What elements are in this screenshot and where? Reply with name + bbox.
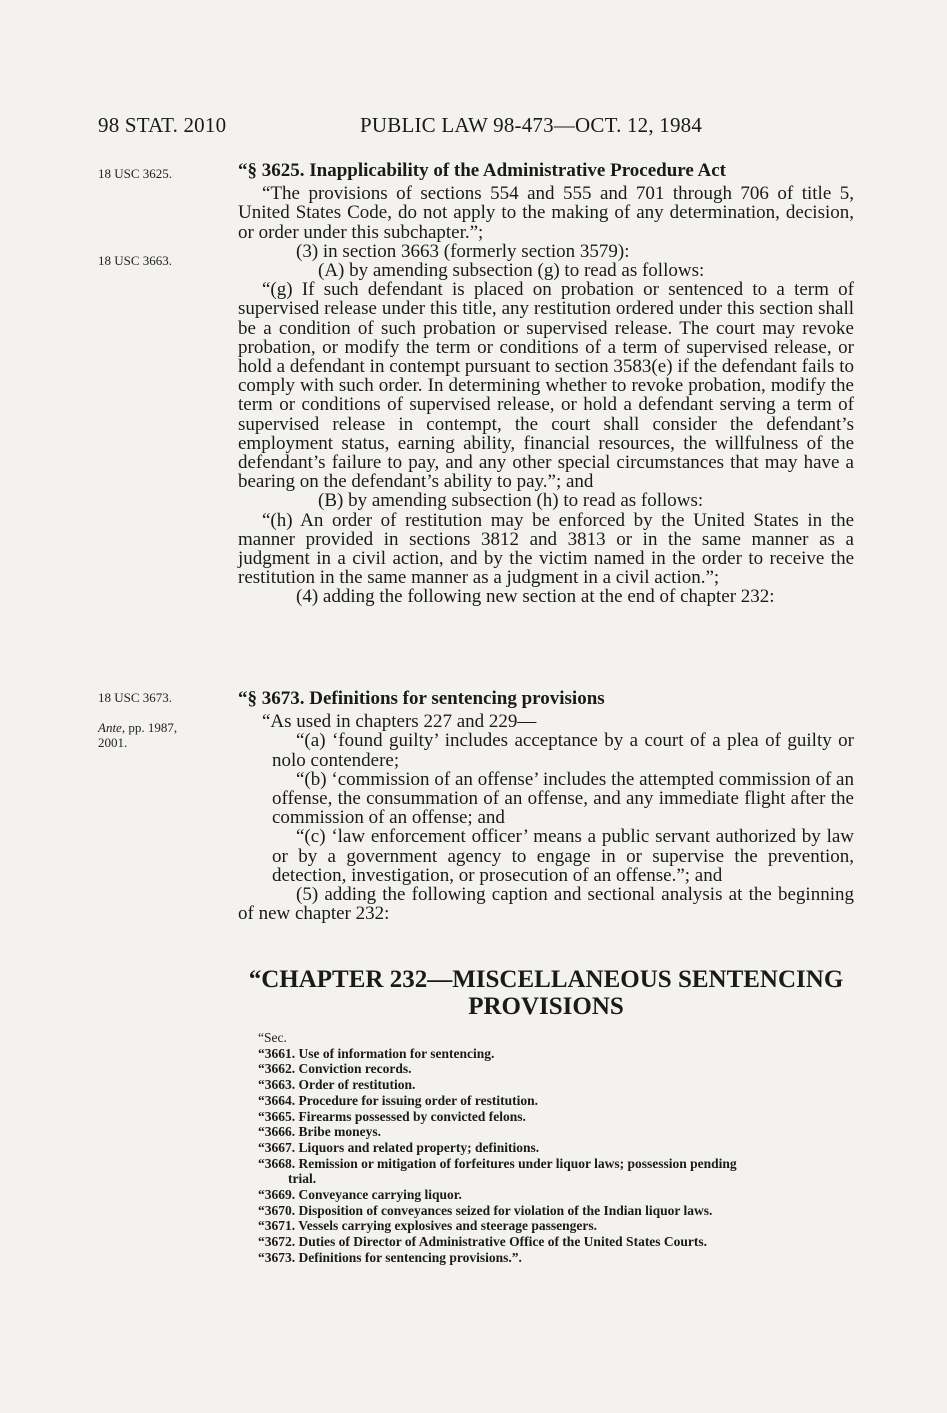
margin-note-18usc3625: 18 USC 3625.: [98, 166, 173, 181]
section-3673-intro: “As used in chapters 227 and 229—: [262, 711, 537, 733]
analysis-entry: “3666. Bribe moneys.: [258, 1124, 381, 1140]
analysis-entry: “3671. Vessels carrying explosives and steerage passengers.: [258, 1218, 597, 1234]
item-3-intro: (3) in section 3663 (formerly section 3579):: [296, 240, 630, 262]
definition-a: “(a) ‘found guilty’ includes acceptance by a court of a plea of guilty or nolo contendere;: [272, 730, 854, 771]
analysis-entry: “3663. Order of restitution.: [258, 1077, 416, 1093]
analysis-entry: “3664. Procedure for issuing order of restitution.: [258, 1092, 538, 1108]
margin-note-ante-italic: Ante,: [98, 720, 126, 735]
definition-b: “(b) ‘commission of an offense’ includes the attempted commission of an offense, the consummation of an offense, and any immediate flight after the commission of an offense; and: [272, 768, 854, 829]
analysis-entry: “3665. Firearms possessed by convicted felons.: [258, 1108, 526, 1124]
margin-note-ante-pages: pp. 1987,: [125, 720, 178, 735]
chapter-title-line1: “CHAPTER 232—MISCELLANEOUS SENTENCING: [248, 966, 844, 993]
analysis-entry: “3668. Remission or mitigation of forfeitures under liquor laws; possession pending: [258, 1155, 737, 1171]
analysis-entry: “3669. Conveyance carrying liquor.: [258, 1187, 462, 1203]
item-4-intro: (4) adding the following new section at the end of chapter 232:: [296, 586, 775, 608]
main-text: [238, 161, 854, 607]
margin-note-18usc3663: 18 USC 3663.: [98, 253, 173, 268]
analysis-entry: “3661. Use of information for sentencing.: [258, 1045, 495, 1061]
analysis-entry: “3673. Definitions for sentencing provisions.”.: [258, 1249, 522, 1265]
margin-note-ante-line2: 2001.: [98, 735, 128, 750]
chapter-232-title: [238, 966, 854, 1020]
subsection-g-text: “(g) If such defendant is placed on probation or sentenced to a term of supervised release under this title, any restitution ordered under this section shall be a condition of such probation or supervised release. The court may revoke probation, or modify the term or conditions of a term of supervised release, or hold a defendant in contempt pursuant to section 3583(e) if the defendant fails to comply with such order. In determining whether to revoke probation, modify the term or conditions of supervised release, or hold a defendant serving a term of supervised release in contempt, the court shall consider the defendant’s employment status, earning ability, financial resources, the willfulness of the defendant’s failure to pay, and any other special circumstances that may have a bearing on the defendant’s ability to pay.”; and: [238, 279, 854, 493]
item-5-intro: (5) adding the following caption and sectional analysis at the beginning of new chapter 232:: [238, 884, 854, 925]
margin-note-ante: [98, 720, 177, 750]
sec-label: “Sec.: [258, 1030, 287, 1045]
section-3673-heading: “§ 3673. Definitions for sentencing provisions: [238, 688, 605, 709]
section-3625-text: “The provisions of sections 554 and 555 and 701 through 706 of title 5, United States Code, do not apply to the making of any determination, decision, or order under this subchapter.”;: [238, 183, 854, 243]
definition-c: “(c) ‘law enforcement officer’ means a public servant authorized by law or by a government agency to engage in or supervise the prevention, detection, investigation, or prosecution of an offense.”; and: [272, 826, 854, 886]
stat-page-number: 98 STAT. 2010: [98, 113, 227, 137]
item-3a-intro: (A) by amending subsection (g) to read as follows:: [318, 260, 705, 282]
margin-note-18usc3673: 18 USC 3673.: [98, 690, 173, 705]
analysis-entry: “3662. Conviction records.: [258, 1061, 412, 1077]
subsection-h-text: “(h) An order of restitution may be enforced by the United States in the manner provided in sections 3812 and 3813 or in the same manner as a judgment in a civil action, and by the victim named in the order to receive the restitution in the same manner as a judgment in a civil action.”;: [238, 509, 854, 589]
analysis-entry: “3672. Duties of Director of Administrative Office of the United States Courts.: [258, 1234, 708, 1250]
section-3625-heading: “§ 3625. Inapplicability of the Administrative Procedure Act: [238, 160, 727, 181]
analysis-entry-continuation: trial.: [288, 1171, 317, 1187]
sectional-analysis: [258, 1030, 858, 1266]
item-3b-intro: (B) by amending subsection (h) to read as follows:: [318, 490, 704, 512]
section-3673-block: [238, 689, 854, 923]
analysis-entry: “3667. Liquors and related property; definitions.: [258, 1139, 540, 1155]
chapter-title-line2: PROVISIONS: [468, 993, 624, 1020]
analysis-entry: “3670. Disposition of conveyances seized for violation of the Indian liquor laws.: [258, 1202, 713, 1218]
public-law-citation: PUBLIC LAW 98-473—OCT. 12, 1984: [360, 113, 703, 137]
